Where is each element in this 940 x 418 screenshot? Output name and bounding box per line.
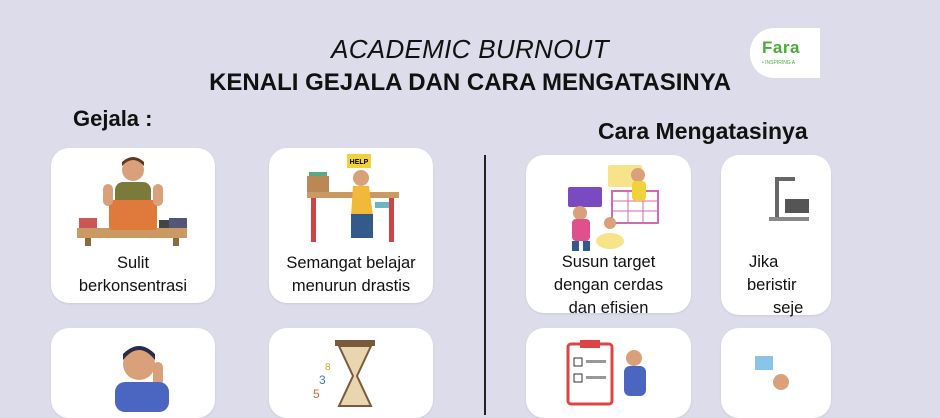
logo-text: Fara	[762, 38, 800, 57]
solution-card-targets	[526, 155, 691, 317]
symptom-2-label: Semangat belajar menurun drastis	[286, 254, 416, 295]
solution-2-label: Jika beristir seje	[747, 253, 804, 317]
svg-text:HELP: HELP	[349, 159, 369, 166]
relaxing-person-icon	[747, 352, 797, 402]
solution-card-3	[526, 328, 691, 418]
tired-student-help-icon	[303, 152, 403, 248]
title-line-1: ACADEMIC BURNOUT	[331, 34, 609, 64]
treadmill-exercise-icon	[769, 173, 809, 223]
svg-text:3: 3	[319, 373, 326, 387]
solution-1-label: Susun target dengan cerdas dan efisien	[553, 253, 664, 317]
checklist-clipboard-icon	[564, 338, 664, 408]
section-divider	[484, 155, 486, 415]
symptom-card-motivation	[269, 148, 433, 303]
svg-text:5: 5	[313, 387, 320, 401]
planning-team-calendar-icon	[554, 161, 666, 251]
solutions-heading: Cara Mengatasinya	[598, 118, 808, 144]
symptoms-heading: Gejala :	[73, 106, 153, 131]
symptom-1-label: Sulit berkonsentrasi	[78, 254, 188, 295]
solution-card-rest	[721, 155, 831, 315]
symptom-card-concentration	[51, 148, 215, 303]
symptom-card-4	[269, 328, 433, 418]
brand-logo	[750, 28, 820, 78]
stressed-man-at-laptop-icon	[73, 154, 193, 246]
symptom-card-3	[51, 328, 215, 418]
logo-subtext: • INSPIRING A	[762, 60, 796, 66]
svg-text:8: 8	[325, 362, 331, 373]
hourglass-numbers-icon	[309, 336, 399, 406]
solution-card-4	[721, 328, 831, 418]
title-line-2: KENALI GEJALA DAN CARA MENGATASINYA	[209, 69, 731, 96]
tired-man-head-in-hand-icon	[101, 340, 181, 410]
